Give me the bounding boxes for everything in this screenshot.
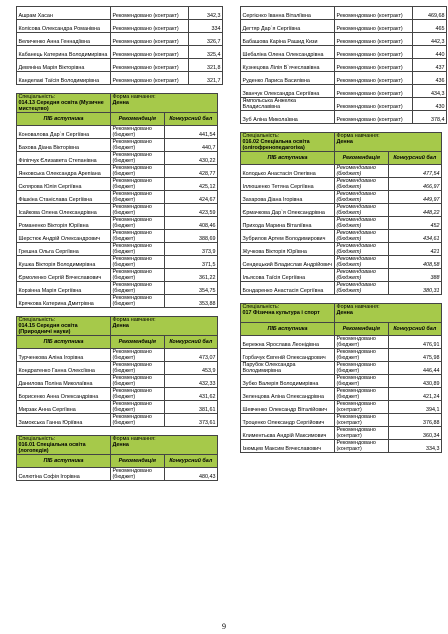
specialty-name: 017 Фізична культура і спорт (242, 310, 320, 316)
applicant-name: Зеленцова Аліна Олександрівна (241, 388, 335, 401)
form-value: Денна (336, 310, 353, 316)
recommendation: Рекомендовано (бюджет) (111, 256, 165, 269)
recommendation: Рекомендовано (бюджет) (111, 230, 165, 243)
applicant-name: Замокська Ганна Юріївна (17, 414, 111, 427)
competition-score: 423,59 (164, 204, 218, 217)
applicant-name: Корзінна Марія Сергіївна (17, 282, 111, 295)
specialty-name: 016.01 Спеціальна освіта (логопедія) (18, 442, 86, 454)
applicant-name: Троценко Олександр Сергійович (241, 414, 335, 427)
table-row (241, 256, 442, 269)
table-row (17, 204, 218, 217)
applicant-name: Шебаліна Олена Олександрівна (241, 46, 335, 59)
form-value: Денна (336, 139, 353, 145)
form-label: Форма навчання: (112, 436, 156, 442)
competition-score: 476,91 (388, 336, 442, 349)
recommendation: Рекомендовано (бюджет) (111, 243, 165, 256)
recommendation: Рекомендовано (бюджет) (335, 256, 389, 269)
recommendation: Рекомендовано (контракт) (335, 72, 413, 85)
applicant-name: Єрмачкова Дар`я Олександрівна (241, 204, 335, 217)
table-row (17, 72, 223, 85)
applicant-name: Кушка Вікторія Володимирівна (17, 256, 111, 269)
continued-table-right (240, 6, 447, 124)
form-label: Форма навчання: (336, 304, 380, 310)
table-row (241, 20, 447, 33)
competition-score: 431,62 (164, 388, 218, 401)
table-row (17, 59, 223, 72)
table-row (17, 7, 223, 20)
table-row (241, 111, 447, 124)
competition-score: 425,12 (164, 178, 218, 191)
column-header-recommendation: Рекомендація (111, 113, 165, 126)
applicant-name: Турченкова Аліна Ігорівна (17, 349, 111, 362)
column-header-recommendation: Рекомендація (111, 455, 165, 468)
applicant-name: Селютіна Софія Ігорівна (17, 468, 111, 481)
column-header-score: Конкурсний бал (164, 113, 218, 126)
column-header-recommendation: Рекомендація (335, 152, 389, 165)
recommendation: Рекомендовано (бюджет) (111, 375, 165, 388)
table-row (241, 282, 442, 295)
table-row (241, 85, 447, 98)
form-label: Форма навчання: (336, 133, 380, 139)
competition-score: 424,67 (164, 191, 218, 204)
table-row (17, 269, 218, 282)
table-row (17, 349, 218, 362)
table-row (241, 165, 442, 178)
competition-score: 408,58 (388, 256, 442, 269)
recommendation: Рекомендовано (контракт) (111, 72, 189, 85)
right-sections (240, 124, 442, 453)
competition-score: 430,89 (388, 375, 442, 388)
recommendation: Рекомендовано (бюджет) (111, 282, 165, 295)
continued-table-left (16, 6, 223, 85)
table-row (241, 388, 442, 401)
table-row (241, 230, 442, 243)
competition-score: 334 (189, 20, 223, 33)
column-header-name: ПІБ вступника (241, 152, 335, 165)
competition-score: 360,34 (388, 427, 442, 440)
specialty-table (16, 93, 218, 308)
table-row (17, 388, 218, 401)
applicant-name: Прихода Марина Віталіївна (241, 217, 335, 230)
applicant-name: Янковська Олександра Арепіана (17, 165, 111, 178)
recommendation: Рекомендовано (контракт) (111, 20, 189, 33)
applicant-name: Ісайкова Олена Олександрівна (17, 204, 111, 217)
recommendation: Рекомендовано (контракт) (335, 20, 413, 33)
competition-score: 326,7 (189, 33, 223, 46)
competition-score: 442,3 (413, 33, 447, 46)
table-row (17, 401, 218, 414)
table-row (241, 427, 442, 440)
table-row (241, 401, 442, 414)
recommendation: Рекомендовано (бюджет) (111, 401, 165, 414)
competition-score: 371,5 (164, 256, 218, 269)
recommendation: Рекомендовано (бюджет) (335, 269, 389, 282)
recommendation: Рекомендовано (бюджет) (111, 362, 165, 375)
specialty-name: 014.15 Середня освіта (Природничі науки) (18, 323, 78, 335)
table-row (17, 295, 218, 308)
specialty-header (241, 133, 442, 152)
applicant-name: Кузнецова Лілія В`ячеславівна (241, 59, 335, 72)
competition-score: 434,61 (388, 230, 442, 243)
competition-score: 475,98 (388, 349, 442, 362)
table-row (17, 282, 218, 295)
specialty-label: Спеціальність: (242, 304, 280, 310)
specialty-table (240, 303, 442, 453)
table-row (17, 165, 218, 178)
applicant-name: Сендецький Владислав Андрійович (241, 256, 335, 269)
competition-score: 373,9 (164, 243, 218, 256)
recommendation: Рекомендовано (бюджет) (111, 191, 165, 204)
applicant-name: Данилова Поліна Миколаївна (17, 375, 111, 388)
table-row (17, 256, 218, 269)
recommendation: Рекомендовано (контракт) (335, 33, 413, 46)
specialty-label: Спеціальність: (18, 94, 56, 100)
column-header-row (17, 455, 218, 468)
applicant-name: Романенко Вікторія Юріївна (17, 217, 111, 230)
recommendation: Рекомендовано (бюджет) (335, 165, 389, 178)
applicant-name: Канделакі Таїсія Володимирівна (17, 72, 111, 85)
competition-score: 373,61 (164, 414, 218, 427)
applicant-name: Бахова Діана Вікторівна (17, 139, 111, 152)
applicant-name: Климентьєва Андрій Максимович (241, 427, 335, 440)
page-number: 9 (222, 622, 226, 631)
competition-score: 430 (413, 98, 447, 111)
recommendation: Рекомендовано (бюджет) (335, 178, 389, 191)
competition-score: 480,43 (164, 468, 218, 481)
table-row (241, 7, 447, 20)
competition-score: 342,3 (189, 7, 223, 20)
table-row (241, 204, 442, 217)
table-row (17, 139, 218, 152)
table-row (17, 20, 223, 33)
applicant-name: Іллюшенко Тетяна Сергіївна (241, 178, 335, 191)
applicant-name: Зубко Валерія Володимирівна (241, 375, 335, 388)
competition-score: 437 (413, 59, 447, 72)
recommendation: Рекомендовано (контракт) (111, 33, 189, 46)
specialty-table (16, 316, 218, 427)
table-row (17, 33, 223, 46)
recommendation: Рекомендовано (бюджет) (111, 126, 165, 139)
recommendation: Рекомендовано (бюджет) (335, 349, 389, 362)
specialty-header (17, 436, 218, 455)
specialty-name: 016.02 Спеціальна освіта (олігофренопедагогіка) (242, 139, 310, 151)
competition-score: 381,61 (164, 401, 218, 414)
column-header-row (17, 113, 218, 126)
table-row (241, 414, 442, 427)
applicant-name: Колісова Олександра Романівна (17, 20, 111, 33)
recommendation: Рекомендовано (бюджет) (111, 165, 165, 178)
table-row (241, 440, 442, 453)
applicant-name: Ямпольська Анжелка Владиславівна (241, 98, 335, 111)
table-row (241, 46, 447, 59)
table-row (241, 375, 442, 388)
applicant-name: Колодько Анастасія Олегівна (241, 165, 335, 178)
recommendation: Рекомендовано (бюджет) (335, 191, 389, 204)
applicant-name: Ізюмцев Максим Вячеславович (241, 440, 335, 453)
competition-score: 434,3 (413, 85, 447, 98)
column-header-row (17, 336, 218, 349)
column-header-score: Конкурсний бал (164, 455, 218, 468)
table-row (17, 46, 223, 59)
table-row (241, 98, 447, 111)
recommendation: Рекомендовано (бюджет) (111, 295, 165, 308)
table-row (241, 59, 447, 72)
table-row (241, 72, 447, 85)
form-label: Форма навчання: (112, 317, 156, 323)
competition-score: 321,8 (189, 59, 223, 72)
recommendation: Рекомендовано (контракт) (335, 85, 413, 98)
recommendation: Рекомендовано (контракт) (335, 98, 413, 111)
form-value: Денна (112, 100, 129, 106)
recommendation: Рекомендовано (бюджет) (335, 204, 389, 217)
specialty-header (17, 94, 218, 113)
applicant-name: Руденко Лариса Василівна (241, 72, 335, 85)
table-row (241, 191, 442, 204)
competition-score: 388 (388, 269, 442, 282)
specialty-table (16, 435, 218, 481)
column-header-score: Конкурсний бал (388, 152, 442, 165)
table-row (17, 414, 218, 427)
column-header-row (241, 152, 442, 165)
competition-score: 380,31 (388, 282, 442, 295)
table-row (241, 217, 442, 230)
table-row (241, 33, 447, 46)
applicant-name: Кабанець Катерина Володимирівна (17, 46, 111, 59)
column-header-recommendation: Рекомендація (335, 323, 389, 336)
applicant-name: Бабашова Каріна Рашид Кизи (241, 33, 335, 46)
table-row (241, 178, 442, 191)
table-row (241, 349, 442, 362)
table-row (17, 191, 218, 204)
competition-score: 421,24 (388, 388, 442, 401)
table-row (17, 362, 218, 375)
competition-score: 440,7 (164, 139, 218, 152)
competition-score: 361,22 (164, 269, 218, 282)
table-row (241, 362, 442, 375)
applicant-name: Борисенко Анна Олександрівна (17, 388, 111, 401)
recommendation: Рекомендовано (контракт) (335, 111, 413, 124)
applicant-name: Крячкова Катерина Дмитрівна (17, 295, 111, 308)
table-row (17, 468, 218, 481)
recommendation: Рекомендовано (контракт) (111, 7, 189, 20)
table-row (17, 152, 218, 165)
recommendation: Рекомендовано (контракт) (335, 59, 413, 72)
table-row (241, 336, 442, 349)
specialty-header (241, 304, 442, 323)
column-header-name: ПІБ вступника (17, 336, 111, 349)
competition-score: 378,4 (413, 111, 447, 124)
recommendation: Рекомендовано (бюджет) (335, 375, 389, 388)
form-label: Форма навчання: (112, 94, 156, 100)
competition-score: 466,97 (388, 178, 442, 191)
applicant-name: Грешна Ольга Сергіївна (17, 243, 111, 256)
column-header-score: Конкурсний бал (388, 323, 442, 336)
competition-score: 453,9 (164, 362, 218, 375)
recommendation: Рекомендовано (бюджет) (111, 178, 165, 191)
column-header-recommendation: Рекомендація (111, 336, 165, 349)
competition-score: 421 (388, 243, 442, 256)
competition-score: 446,44 (388, 362, 442, 375)
specialty-name: 014.13 Середня освіта (Музичне мистецтво) (18, 100, 104, 112)
competition-score: 448,22 (388, 204, 442, 217)
recommendation: Рекомендовано (контракт) (335, 440, 389, 453)
competition-score: 436 (413, 72, 447, 85)
applicant-name: Величенко Анна Геннадіївна (17, 33, 111, 46)
recommendation: Рекомендовано (контракт) (335, 7, 413, 20)
applicant-name: Кондратенко Ганна Олексіївна (17, 362, 111, 375)
applicant-name: Парубок Олександра Володимирівна (241, 362, 335, 375)
competition-score: 428,77 (164, 165, 218, 178)
competition-score: 432,33 (164, 375, 218, 388)
left-column (16, 6, 221, 481)
recommendation: Рекомендовано (бюджет) (335, 388, 389, 401)
applicant-name: Зубрилов Артем Володимирович (241, 230, 335, 243)
recommendation: Рекомендовано (контракт) (335, 427, 389, 440)
competition-score: 353,88 (164, 295, 218, 308)
applicant-name: Коновалова Дар`я Сергіївна (17, 126, 111, 139)
applicant-name: Єрмоленко Сергій Вячеславович (17, 269, 111, 282)
applicant-name: Дегтяр Дар`я Сергіївна (241, 20, 335, 33)
applicant-name: Шерстюк Андрій Олександрович (17, 230, 111, 243)
applicant-name: Шевченко Олександр Віталійович (241, 401, 335, 414)
applicant-name: Жучкова Вікторія Юріївна (241, 243, 335, 256)
applicant-name: Мирзак Анна Сергіївна (17, 401, 111, 414)
applicant-name: Ільясова Таїсія Сергіївна (241, 269, 335, 282)
recommendation: Рекомендовано (бюджет) (111, 414, 165, 427)
table-row (241, 243, 442, 256)
specialty-label: Спеціальність: (242, 133, 280, 139)
left-sections (16, 85, 218, 481)
column-header-row (241, 323, 442, 336)
specialty-label: Спеціальність: (18, 317, 56, 323)
form-value: Денна (112, 323, 129, 329)
specialty-table (240, 132, 442, 295)
recommendation: Рекомендовано (бюджет) (335, 243, 389, 256)
column-header-name: ПІБ вступника (17, 113, 111, 126)
column-header-name: ПІБ вступника (241, 323, 335, 336)
competition-score: 408,46 (164, 217, 218, 230)
competition-score: 321,7 (189, 72, 223, 85)
applicant-name: Зуб Аліна Миколаївна (241, 111, 335, 124)
applicant-name: Сергієнко Іванна Віталіївна (241, 7, 335, 20)
applicant-name: Бережна Ярослава Леонідівна (241, 336, 335, 349)
recommendation: Рекомендовано (бюджет) (335, 336, 389, 349)
recommendation: Рекомендовано (контракт) (111, 59, 189, 72)
specialty-label: Спеціальність: (18, 436, 56, 442)
recommendation: Рекомендовано (бюджет) (111, 204, 165, 217)
column-header-score: Конкурсний бал (164, 336, 218, 349)
applicant-name: Філіпчук Єлизавета Степанівна (17, 152, 111, 165)
recommendation: Рекомендовано (бюджет) (111, 349, 165, 362)
table-row (17, 126, 218, 139)
recommendation: Рекомендовано (бюджет) (111, 217, 165, 230)
applicant-name: Склярова Юлія Сергіївна (17, 178, 111, 191)
recommendation: Рекомендовано (контракт) (335, 401, 389, 414)
competition-score: 354,75 (164, 282, 218, 295)
recommendation: Рекомендовано (бюджет) (111, 468, 165, 481)
competition-score: 469,68 (413, 7, 447, 20)
specialty-header (17, 317, 218, 336)
competition-score: 477,54 (388, 165, 442, 178)
table-row (17, 243, 218, 256)
competition-score: 452 (388, 217, 442, 230)
table-row (17, 178, 218, 191)
right-column (240, 6, 445, 453)
recommendation: Рекомендовано (контракт) (335, 414, 389, 427)
competition-score: 325,4 (189, 46, 223, 59)
applicant-name: Захарова Діана Ігорівна (241, 191, 335, 204)
recommendation: Рекомендовано (бюджет) (335, 217, 389, 230)
table-row (17, 217, 218, 230)
competition-score: 441,54 (164, 126, 218, 139)
competition-score: 388,69 (164, 230, 218, 243)
competition-score: 440 (413, 46, 447, 59)
applicant-name: Бондаренко Анастасія Сергіївна (241, 282, 335, 295)
competition-score: 334,3 (388, 440, 442, 453)
table-row (241, 269, 442, 282)
table-row (17, 230, 218, 243)
competition-score: 465 (413, 20, 447, 33)
competition-score: 430,22 (164, 152, 218, 165)
recommendation: Рекомендовано (бюджет) (111, 388, 165, 401)
recommendation: Рекомендовано (бюджет) (111, 139, 165, 152)
table-row (17, 375, 218, 388)
applicant-name: Фішкіна Станіслава Сергіївна (17, 191, 111, 204)
recommendation: Рекомендовано (контракт) (335, 46, 413, 59)
recommendation: Рекомендовано (бюджет) (335, 282, 389, 295)
competition-score: 394,1 (388, 401, 442, 414)
applicant-name: Ашрам Хасан (17, 7, 111, 20)
recommendation: Рекомендовано (контракт) (111, 46, 189, 59)
competition-score: 449,97 (388, 191, 442, 204)
column-header-name: ПІБ вступника (17, 455, 111, 468)
applicant-name: Горбачук Євгеній Олександрович (241, 349, 335, 362)
applicant-name: Девяніна Марія Вікторівна (17, 59, 111, 72)
recommendation: Рекомендовано (бюджет) (111, 269, 165, 282)
recommendation: Рекомендовано (бюджет) (335, 362, 389, 375)
form-value: Денна (112, 442, 129, 448)
recommendation: Рекомендовано (бюджет) (335, 230, 389, 243)
applicant-name: Званчук Олександра Сергіївна (241, 85, 335, 98)
recommendation: Рекомендовано (бюджет) (111, 152, 165, 165)
competition-score: 473,07 (164, 349, 218, 362)
competition-score: 376,88 (388, 414, 442, 427)
